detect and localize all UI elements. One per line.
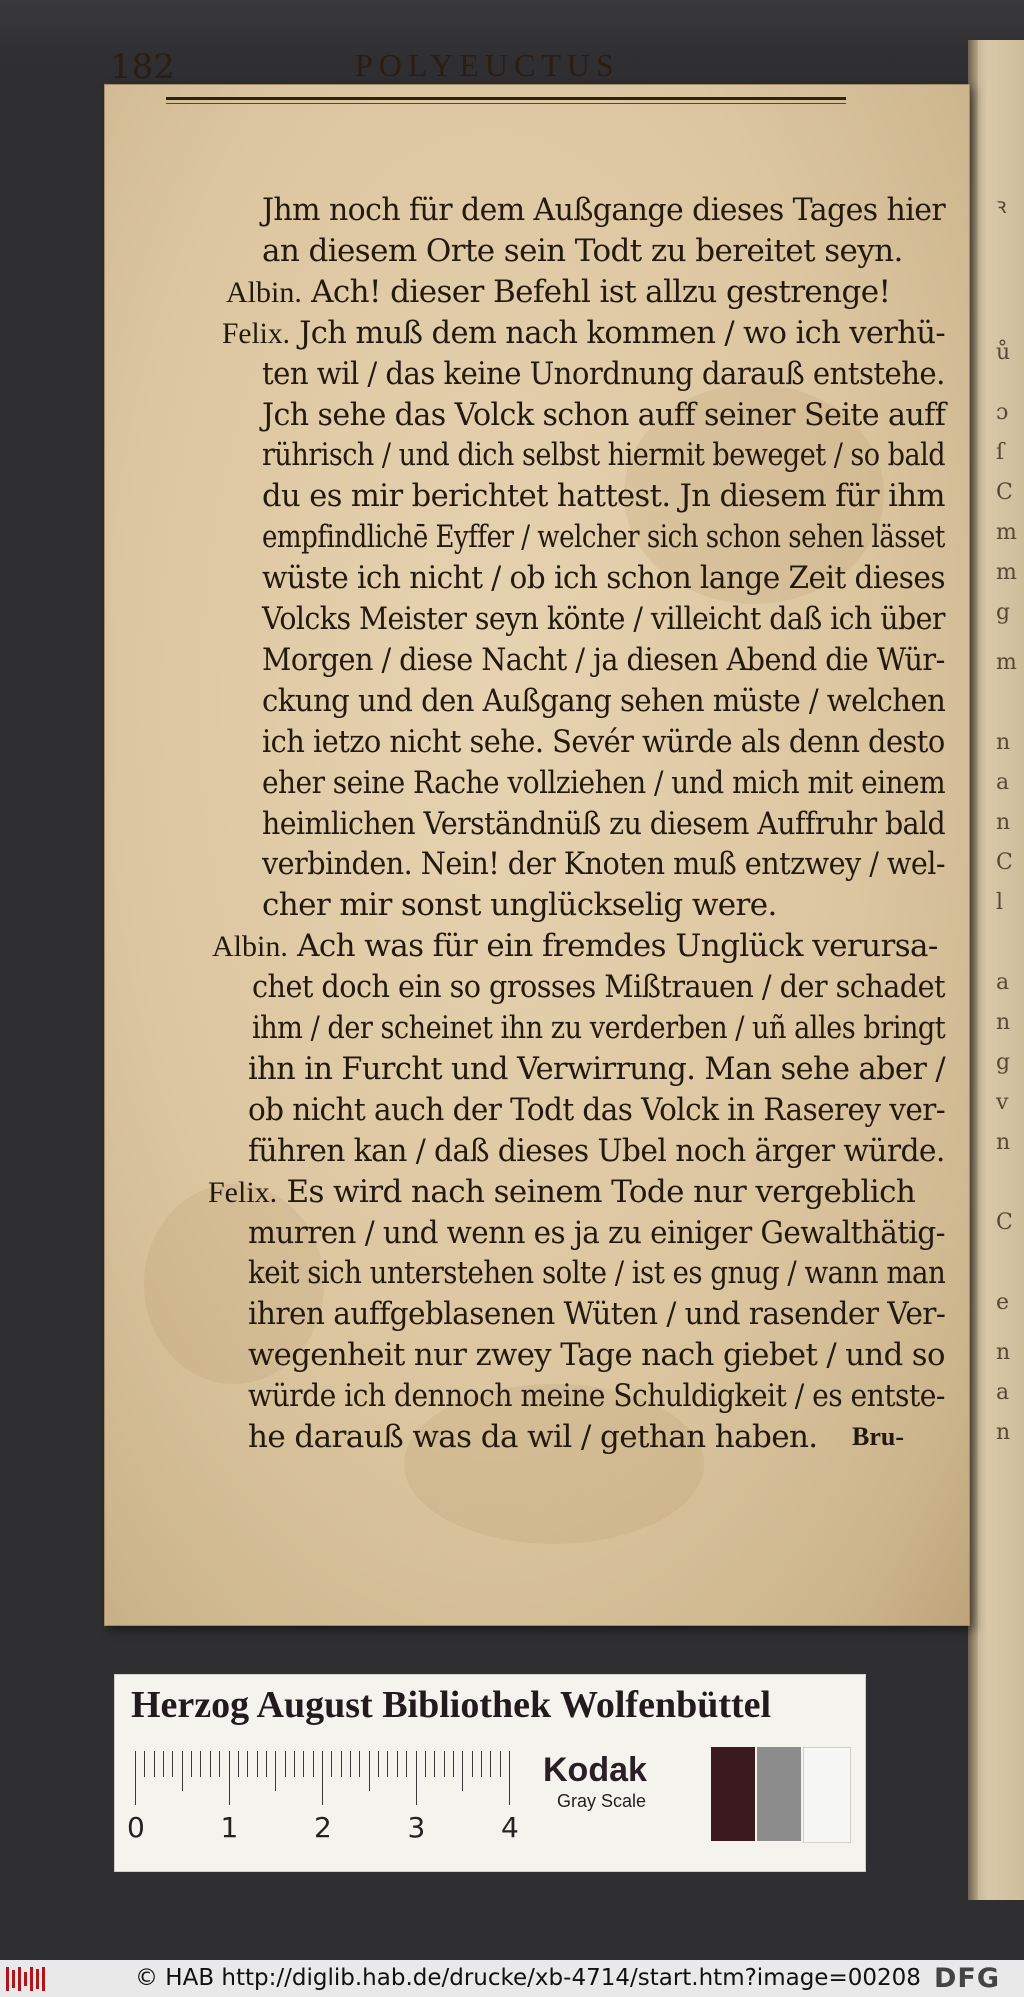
- ruler-tick: [378, 1751, 379, 1777]
- gray-patch: [711, 1747, 755, 1841]
- ruler-number: 0: [127, 1811, 145, 1844]
- text-line: [248, 1090, 945, 1130]
- ruler-tick: [481, 1751, 482, 1777]
- line-text: Volcks Meister seyn könte / villeicht daß ich über: [262, 601, 945, 637]
- text-line: [262, 435, 945, 475]
- footer-bar: [0, 1960, 1024, 1997]
- target-title: Herzog August Bibliothek Wolfenbüttel: [131, 1684, 772, 1726]
- ruler-tick: [434, 1751, 435, 1777]
- line-text: würde ich dennoch meine Schuldigkeit / es entste-: [248, 1378, 945, 1414]
- ruler-tick: [247, 1751, 248, 1777]
- ruler-tick: [257, 1751, 258, 1777]
- text-line: [248, 1376, 945, 1416]
- text-line: [248, 1294, 945, 1334]
- ruler-tick: [500, 1751, 501, 1777]
- line-text: Jch sehe das Volck schon auff seiner Seite auff: [262, 397, 946, 433]
- ruler-tick: [275, 1751, 276, 1791]
- line-text: murren / und wenn es ja zu einiger Gewalthätig-: [248, 1215, 945, 1251]
- ruler-tick: [163, 1751, 164, 1777]
- line-text: verbinden. Nein! der Knoten muß entzwey / wel-: [262, 846, 946, 882]
- text-line: [222, 313, 945, 354]
- adjacent-page-edge: ꝛ ů ɔ ſ C m m g m n a n C l a n g v n C e n a n: [968, 40, 1024, 1900]
- line-text: du es mir berichtet hattest. Jn diesem für ihm: [262, 478, 945, 514]
- ruler-tick: [266, 1751, 267, 1777]
- kodak-logo: Kodak: [543, 1751, 647, 1789]
- line-text: chet doch ein so grosses Mißtrauen / der schadet: [252, 969, 946, 1005]
- text-line: [262, 885, 777, 925]
- ruler-tick: [387, 1751, 388, 1777]
- ruler-tick: [490, 1751, 491, 1777]
- calibration-target: [114, 1674, 866, 1872]
- ruler-tick: [182, 1751, 183, 1791]
- ruler-tick: [416, 1751, 417, 1805]
- text-line: [262, 231, 903, 271]
- ruler-tick: [331, 1751, 332, 1777]
- line-text: wegenheit nur zwey Tage nach giebet / und so: [248, 1337, 945, 1373]
- ruler-scale: [135, 1751, 505, 1807]
- page-number: 182: [110, 47, 175, 87]
- speaker-label: Albin.: [212, 930, 288, 963]
- ruler-tick: [303, 1751, 304, 1777]
- line-text: ihn in Furcht und Verwirrung. Man sehe aber /: [248, 1051, 946, 1087]
- text-line: [248, 1417, 818, 1457]
- text-line: [208, 1172, 915, 1213]
- ruler-number: 2: [314, 1811, 332, 1844]
- ruler-tick: [462, 1751, 463, 1791]
- line-text: wüste ich nicht / ob ich schon lange Zeit dieses: [262, 560, 945, 596]
- text-line: [262, 395, 945, 435]
- ruler-tick: [294, 1751, 295, 1777]
- line-text: an diesem Orte sein Todt zu bereitet seyn.: [262, 233, 903, 269]
- text-line: [262, 599, 945, 639]
- text-line: [248, 1213, 945, 1253]
- ruler-tick: [472, 1751, 473, 1777]
- hab-barcode-icon: [6, 1967, 46, 1991]
- ruler-tick: [135, 1751, 136, 1805]
- gray-scale-label: Gray Scale: [557, 1791, 647, 1811]
- line-text: eher seine Rache vollziehen / und mich mit einem: [262, 765, 946, 801]
- ruler-tick: [229, 1751, 230, 1805]
- ruler-tick: [341, 1751, 342, 1777]
- ruler-tick: [191, 1751, 192, 1777]
- ruler-tick: [172, 1751, 173, 1777]
- gray-patch: [803, 1747, 851, 1843]
- ruler-number: 4: [501, 1811, 519, 1844]
- ruler-tick: [200, 1751, 201, 1777]
- ruler-tick: [322, 1751, 323, 1805]
- text-line: [262, 190, 945, 230]
- text-line: [262, 763, 945, 803]
- ruler-tick: [219, 1751, 220, 1777]
- line-text: Es wird nach seinem Tode nur vergeblich: [286, 1174, 916, 1210]
- ruler-tick: [313, 1751, 314, 1777]
- ruler-tick: [210, 1751, 211, 1777]
- text-line: [262, 354, 945, 394]
- catchword: Bru-: [852, 1422, 904, 1451]
- line-text: he darauß was da wil / gethan haben.: [248, 1419, 818, 1455]
- ruler-tick: [397, 1751, 398, 1777]
- ruler-tick: [444, 1751, 445, 1777]
- speaker-label: Albin.: [226, 276, 302, 309]
- line-text: Ach! dieser Befehl ist allzu gestrenge!: [311, 274, 891, 310]
- ruler-tick: [509, 1751, 510, 1805]
- ruler-tick: [359, 1751, 360, 1777]
- text-line: [262, 804, 945, 844]
- text-line: [262, 476, 945, 516]
- text-line: [262, 681, 945, 721]
- line-text: ihren auffgeblasenen Wüten / und rasender Ver-: [248, 1296, 946, 1332]
- line-text: ihm / der scheinet ihn zu verderben / uñ alles bringt: [252, 1010, 946, 1046]
- line-text: führen kan / daß dieses Ubel noch ärger würde.: [248, 1133, 945, 1169]
- text-line: [248, 1253, 945, 1293]
- ruler-tick: [350, 1751, 351, 1777]
- text-line: [248, 1049, 945, 1089]
- ruler-tick: [406, 1751, 407, 1777]
- text-line: [212, 926, 938, 967]
- text-line: [248, 1335, 945, 1375]
- text-line: [262, 722, 945, 762]
- line-text: keit sich unterstehen solte / ist es gnug / wann man: [248, 1255, 946, 1291]
- source-url[interactable]: © HAB http://diglib.hab.de/drucke/xb-4714/start.htm?image=00208: [135, 1965, 921, 1991]
- ruler-number: 1: [220, 1811, 239, 1844]
- ruler-tick: [453, 1751, 454, 1777]
- text-line: [262, 844, 945, 884]
- line-text: empfindlichē Eyffer / welcher sich schon sehen lässet: [262, 519, 945, 555]
- text-line: [252, 967, 945, 1007]
- text-line: [226, 272, 890, 313]
- ruler-tick: [425, 1751, 426, 1777]
- line-text: ob nicht auch der Todt das Volck in Raserey ver-: [248, 1092, 946, 1128]
- ruler-tick: [238, 1751, 239, 1777]
- header-rule: [166, 97, 846, 100]
- running-head: POLYEUCTUS: [355, 47, 620, 83]
- speaker-label: Felix.: [222, 317, 290, 350]
- line-text: Morgen / diese Nacht / ja diesen Abend die Wür-: [262, 642, 945, 678]
- line-text: ckung und den Außgang sehen müste / welchen: [262, 683, 946, 719]
- line-text: Ach was für ein fremdes Unglück verursa-: [297, 928, 938, 964]
- text-line: [262, 558, 945, 598]
- ruler-number: 3: [407, 1811, 426, 1844]
- text-line: [252, 1008, 945, 1048]
- text-line: [262, 517, 945, 557]
- speaker-label: Felix.: [208, 1176, 278, 1209]
- ruler-tick: [144, 1751, 145, 1777]
- line-text: rührisch / und dich selbst hiermit beweget / so bald: [262, 437, 946, 473]
- text-line: [248, 1131, 945, 1171]
- line-text: ten wil / das keine Unordnung darauß entstehe.: [262, 356, 945, 392]
- line-text: Jch muß dem nach kommen / wo ich verhü-: [299, 315, 946, 351]
- line-text: cher mir sonst unglückselig were.: [262, 887, 777, 923]
- dfg-logo: DFG: [934, 1963, 1001, 1994]
- ruler-tick: [369, 1751, 370, 1791]
- ruler-tick: [154, 1751, 155, 1777]
- text-line: [262, 640, 945, 680]
- gray-patch: [757, 1747, 801, 1841]
- line-text: heimlichen Verständnüß zu diesem Auffruhr bald: [262, 806, 946, 842]
- ruler-tick: [285, 1751, 286, 1777]
- line-text: Jhm noch für dem Außgange dieses Tages hier: [262, 192, 946, 228]
- line-text: ich ietzo nicht sehe. Sevér würde als denn desto: [262, 724, 945, 760]
